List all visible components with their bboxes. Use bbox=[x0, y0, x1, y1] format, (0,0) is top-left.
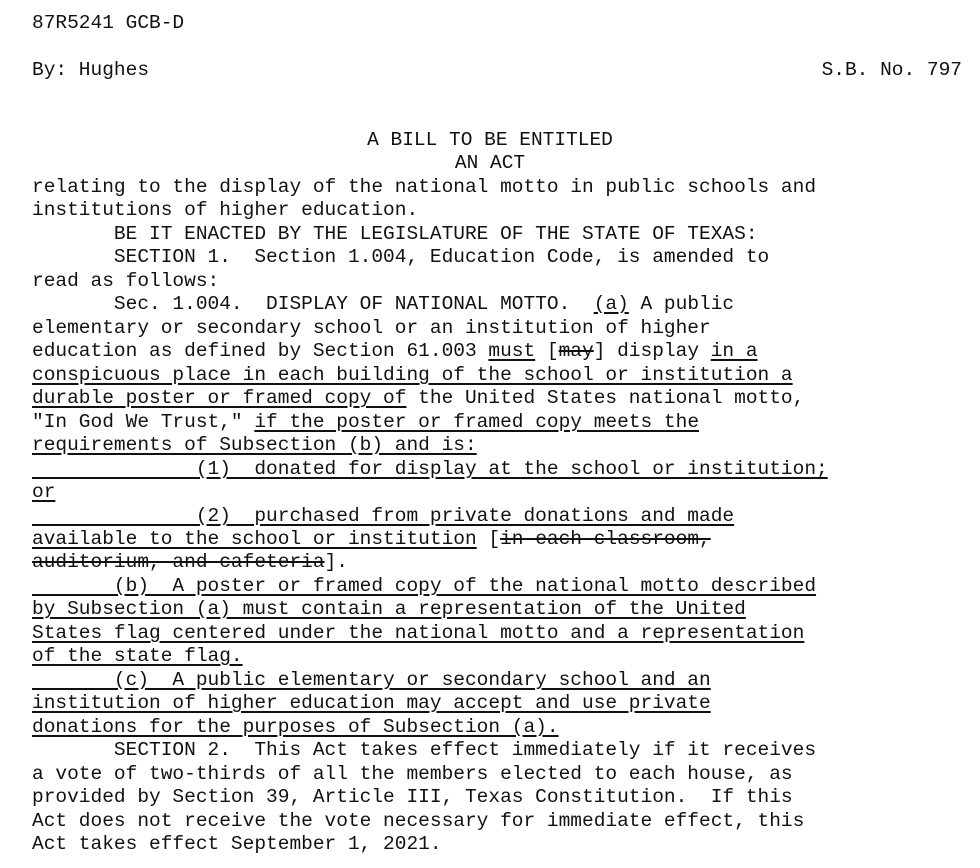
plain-text: [ bbox=[535, 340, 559, 362]
subsection-b-line: (b) A poster or framed copy of the national motto described bbox=[32, 575, 817, 597]
sec-1004-line bbox=[32, 293, 734, 316]
inserted-line: requirements of Subsection (b) and is: bbox=[32, 434, 477, 456]
subsection-c-line: institution of higher education may accept and use private bbox=[32, 692, 711, 714]
inserted-text: (a) bbox=[593, 293, 629, 315]
section-2-line: SECTION 2. This Act takes effect immediately if it receives bbox=[32, 739, 817, 761]
deleted-text: may bbox=[558, 340, 594, 362]
subsection-c-line: donations for the purposes of Subsection (a). bbox=[32, 716, 559, 738]
item-2-line bbox=[32, 528, 711, 551]
section-2-line: a vote of two-thirds of all the members elected to each house, as bbox=[32, 763, 793, 785]
section-2-line: Act does not receive the vote necessary for immediate effect, this bbox=[32, 810, 805, 832]
caption-line: relating to the display of the national motto in public schools and bbox=[32, 176, 817, 198]
sec-heading: Sec. 1.004. DISPLAY OF NATIONAL MOTTO. bbox=[32, 293, 594, 315]
plain-text: [ bbox=[476, 528, 501, 550]
plain-text: A public bbox=[628, 293, 735, 315]
bill-id: 87R5241 GCB-D bbox=[32, 12, 185, 34]
subsection-b-line: by Subsection (a) must contain a representation of the United bbox=[32, 598, 746, 620]
enacting-clause: BE IT ENACTED BY THE LEGISLATURE OF THE STATE OF TEXAS: bbox=[32, 223, 758, 245]
sec-1004-line bbox=[32, 387, 804, 410]
inserted-line: conspicuous place in each building of the school or institution a bbox=[32, 364, 793, 386]
item-2: (2) purchased from private donations and made bbox=[32, 505, 735, 527]
sec-1004-line bbox=[32, 411, 699, 434]
deleted-text: in each classroom, bbox=[500, 528, 711, 550]
inserted-text: if the poster or framed copy meets the bbox=[254, 411, 700, 433]
inserted-text: in a bbox=[710, 340, 758, 362]
sec-1004-line: elementary or secondary school or an institution of higher bbox=[32, 317, 711, 339]
subsection-c-line: (c) A public elementary or secondary school and an bbox=[32, 669, 711, 691]
deleted-text: auditorium, and cafeteria bbox=[32, 551, 325, 573]
plain-text: the United States national motto, bbox=[406, 387, 805, 409]
caption-line: institutions of higher education. bbox=[32, 199, 419, 221]
plain-text: ] display bbox=[593, 340, 711, 362]
plain-text: "In God We Trust," bbox=[32, 411, 255, 433]
inserted-text: must bbox=[488, 340, 536, 362]
item-2-line bbox=[32, 551, 348, 574]
item-1: (1) donated for display at the school or institution; bbox=[32, 458, 828, 480]
plain-text: education as defined by Section 61.003 bbox=[32, 340, 489, 362]
subsection-b-line: of the state flag. bbox=[32, 645, 243, 667]
subsection-b-line: States flag centered under the national motto and a representation bbox=[32, 622, 805, 644]
plain-text: ]. bbox=[324, 551, 348, 573]
section-2-line: Act takes effect September 1, 2021. bbox=[32, 833, 442, 855]
section-2-line: provided by Section 39, Article III, Texas Constitution. If this bbox=[32, 786, 793, 808]
inserted-text: available to the school or institution bbox=[32, 528, 477, 550]
title-line-1: A BILL TO BE ENTITLED bbox=[367, 129, 613, 151]
item-1-cont: or bbox=[32, 481, 56, 503]
section-1-intro: SECTION 1. Section 1.004, Education Code, is amended to bbox=[32, 246, 770, 268]
title-line-2: AN ACT bbox=[454, 152, 526, 174]
section-1-intro-cont: read as follows: bbox=[32, 270, 220, 292]
sec-1004-line bbox=[32, 340, 758, 363]
bill-author: By: Hughes bbox=[32, 59, 150, 81]
bill-number: S.B. No. 797 bbox=[821, 59, 962, 81]
inserted-text: durable poster or framed copy of bbox=[32, 387, 407, 409]
